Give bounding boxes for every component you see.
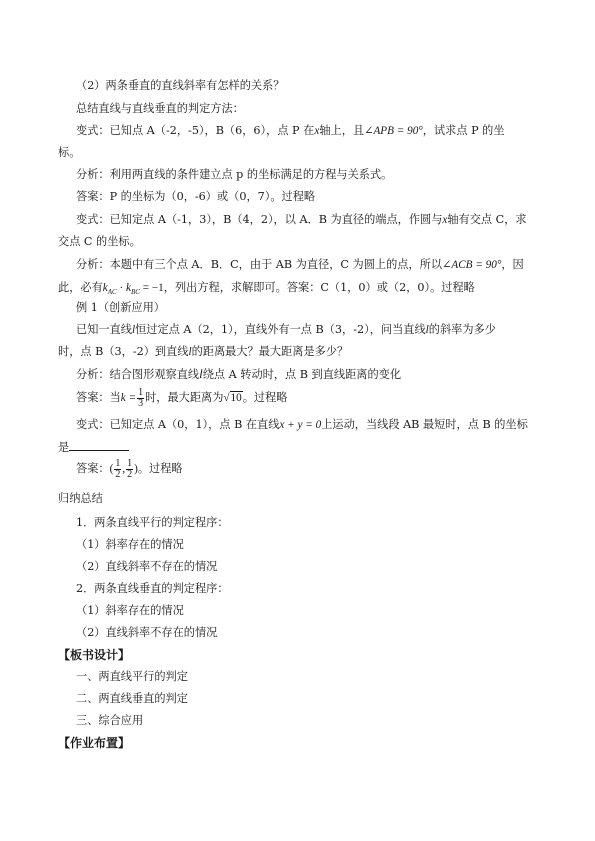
example-1-cont: 时，点 B（3，-2）到直线l的距离最大？最大距离是多少？ xyxy=(58,345,349,358)
variant-2-line: 变式：已知定点 A（-1，3），B（4，2），以 A．B 为直径的端点，作圆与x轴有交点 C，求 xyxy=(76,213,527,226)
analysis-3: 分析：结合图形观察直线l绕点 A 转动时，点 B 到直线距离的变化 xyxy=(76,366,402,381)
analysis-2-cont: 此，必有$k_{AC} \cdot k_{BC} = -1$，列出方程，求解即可。答案：C（1，0）或（2，0）。过程略 xyxy=(58,281,475,297)
variant-3-line: 变式：已知定点 A（0，1），点 B 在直线x + y = 0上运动，当线段 AB 最短时，点 B 的坐标 xyxy=(76,418,528,431)
answer-3: 答案：当k = $\frac{1}{3}$ 时，最大距离为√10。过程略 xyxy=(76,386,288,409)
answer-blank xyxy=(69,440,129,451)
fraction-one-half-a: $\frac{1}{2}$ xyxy=(115,457,121,480)
variant-3-cont: 是 xyxy=(58,440,129,455)
analysis-1: 分析：利用两直线的条件建立点 p 的坐标满足的方程与关系式。 xyxy=(76,168,393,181)
board-item-2: 二、两直线垂直的判定 xyxy=(76,692,188,705)
parallel-case-2: （2）直线斜率不存在的情况 xyxy=(76,560,218,573)
example-1-title: 例 1（创新应用） xyxy=(76,301,165,314)
sqrt-10: √10 xyxy=(223,392,242,404)
variant-1-cont: 标。 xyxy=(58,146,81,159)
answer-4: 答案：( $\frac{1}{2}$ , $\frac{1}{2}$ )。过程略 xyxy=(76,457,183,480)
induction-summary: 归纳总结 xyxy=(58,492,103,505)
example-1-line: 已知一直线l恒过定点 A（2，1），直线外有一点 B（3，-2），问当直线l的斜率为多少 xyxy=(76,323,496,336)
perpendicular-case-1: （1）斜率存在的情况 xyxy=(76,604,184,617)
fraction-one-third: $\frac{1}{3}$ xyxy=(138,386,144,409)
board-item-1: 一、两直线平行的判定 xyxy=(76,670,188,683)
summary-perpendicular: 总结直线与直线垂直的判定方法： xyxy=(76,102,244,115)
fraction-one-half-b: $\frac{1}{2}$ xyxy=(127,457,133,480)
board-design-heading: 【板书设计】 xyxy=(58,648,131,662)
parallel-case-1: （1）斜率存在的情况 xyxy=(76,538,184,551)
variant-2-cont: 交点 C 的坐标。 xyxy=(58,235,141,248)
variant-1-line: 变式：已知点 A（-2，-5），B（6，6），点 P 在x轴上，且∠APB = 90°，试求点 P 的坐 xyxy=(76,124,505,137)
homework-heading: 【作业布置】 xyxy=(58,736,131,750)
perpendicular-procedure: 2．两条直线垂直的判定程序： xyxy=(76,582,229,595)
question-2: （2）两条垂直的直线斜率有怎样的关系？ xyxy=(76,79,285,92)
answer-1: 答案：P 的坐标为（0，-6）或（0，7）。过程略 xyxy=(76,190,316,203)
analysis-2: 分析：本题中有三个点 A．B．C，由于 AB 为直径，C 为圆上的点，所以∠ACB = 90°，因 xyxy=(76,258,524,271)
parallel-procedure: 1．两条直线平行的判定程序： xyxy=(76,516,229,529)
perpendicular-case-2: （2）直线斜率不存在的情况 xyxy=(76,626,218,639)
board-item-3: 三、综合应用 xyxy=(76,714,144,727)
